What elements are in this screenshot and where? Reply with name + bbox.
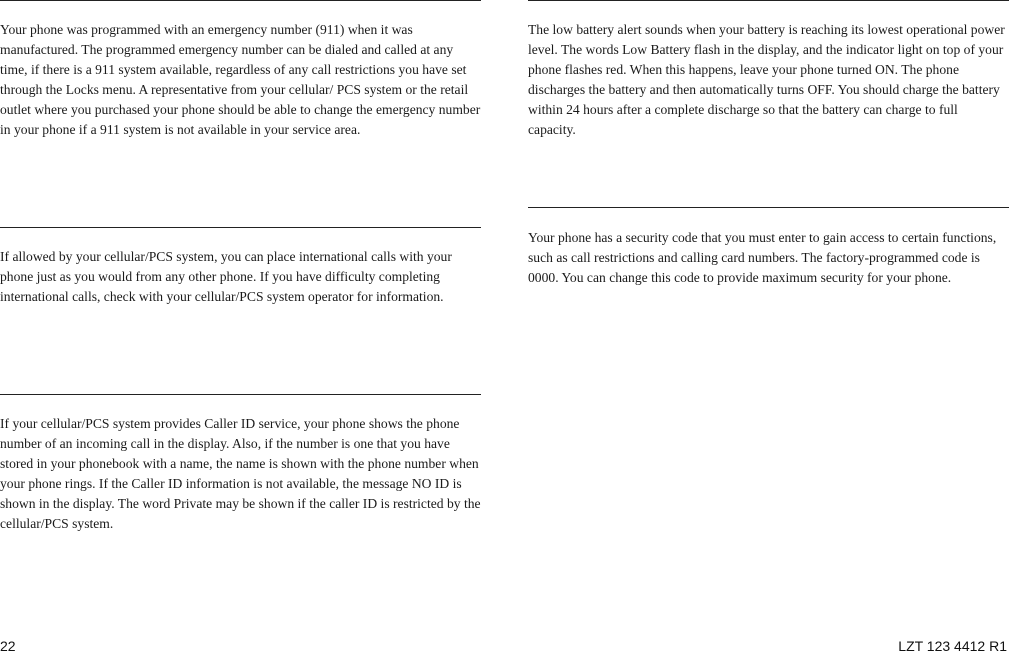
section-rule-low-battery <box>528 0 1009 1</box>
paragraph-caller-id: If your cellular/PCS system provides Caller ID service, your phone shows the phone number of an incoming call in the display. Also, if the number is one that you have stored in your phonebook with a name, the name is shown with the phone number when your phone rings. If the Caller ID information is not available, the message NO ID is shown in the display. The word Private may be shown if the caller ID is restricted by the cellular/PCS system. <box>0 416 481 531</box>
paragraph-international-calls: If allowed by your cellular/PCS system, you can place international calls with your phone just as you would from any other phone. If you have difficulty completing international calls, check with your cellular/PCS system operator for information. <box>0 249 452 304</box>
paragraph-security-code: Your phone has a security code that you must enter to gain access to certain functions, such as call restrictions and calling card numbers. The factory-programmed code is 0000. You can change this code to provide maximum security for your phone. <box>528 230 997 285</box>
paragraph-low-battery: The low battery alert sounds when your battery is reaching its lowest operational power level. The words Low Battery flash in the display, and the indicator light on top of your phone flashes red. When this happens, leave your phone turned ON. The phone discharges the battery and then automatically turns OFF. You should charge the battery within 24 hours after a complete discharge so that the battery can charge to full capacity. <box>528 22 1005 137</box>
page-number: 22 <box>0 638 16 654</box>
section-rule-international <box>0 227 481 228</box>
document-code: LZT 123 4412 R1 <box>898 638 1007 654</box>
paragraph-emergency-number: Your phone was programmed with an emergency number (911) when it was manufactured. The programmed emergency number can be dialed and called at any time, if there is a 911 system available, regardless of any call restrictions you have set through the Locks menu. A representative from your cellular/ PCS system or the retail outlet where you purchased your phone should be able to change the emergency number in your phone if a 911 system is not available in your service area. <box>0 22 481 137</box>
section-rule-caller-id <box>0 394 481 395</box>
section-rule-emergency <box>0 0 481 1</box>
section-rule-security-code <box>528 207 1009 208</box>
